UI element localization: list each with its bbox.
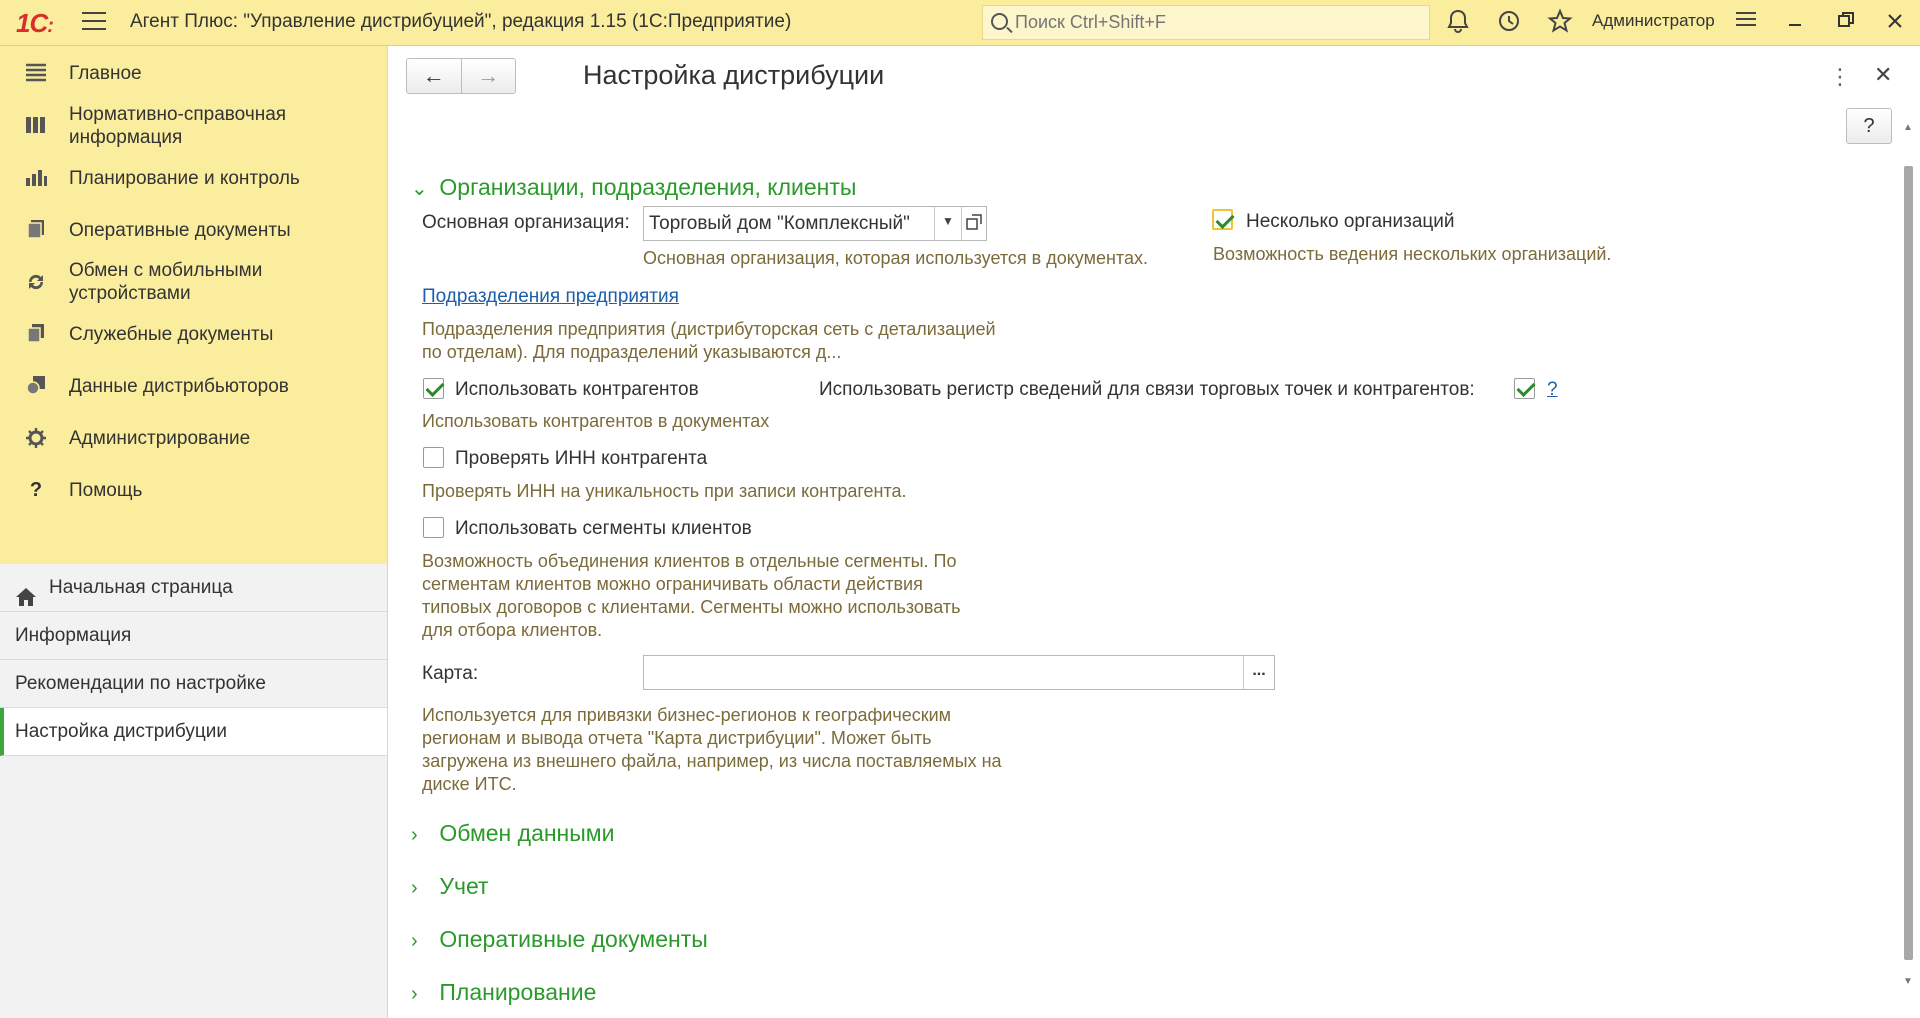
open-window-label: Начальная страница	[49, 577, 233, 598]
chevron-right-icon: ›	[411, 983, 418, 1005]
open-windows-panel	[0, 564, 387, 1018]
section-label: Оперативные документы	[69, 219, 291, 241]
star-icon[interactable]	[1545, 8, 1575, 38]
main-org-field[interactable]	[643, 206, 987, 241]
open-window-distribution-settings[interactable]	[0, 708, 387, 756]
register-help-link[interactable]: ?	[1547, 379, 1558, 400]
distributor-data-icon	[24, 375, 48, 397]
main-menu-icon[interactable]	[82, 12, 106, 32]
subdivisions-hint: Подразделения предприятия (дистрибуторская сеть с детализацией по отделам). Для подразделений указываются д...	[422, 319, 996, 362]
forward-arrow-icon[interactable]: →	[461, 59, 516, 93]
open-window-recommendations[interactable]	[0, 660, 387, 708]
more-actions-icon[interactable]: ⋮	[1829, 64, 1851, 89]
use-counterparties-label: Использовать контрагентов	[455, 379, 699, 400]
question-icon: ?	[29, 479, 43, 501]
section-reference-info[interactable]	[0, 100, 387, 152]
scroll-up-arrow[interactable]: ▲	[1903, 122, 1913, 133]
section-service-docs[interactable]	[0, 308, 387, 360]
restore-icon[interactable]	[1831, 8, 1861, 38]
section-distributor-data[interactable]	[0, 360, 387, 412]
group-planning-header[interactable]	[411, 979, 596, 1006]
settings-menu-icon[interactable]	[1731, 8, 1761, 38]
subdivisions-link[interactable]: Подразделения предприятия	[422, 286, 679, 307]
scroll-down-arrow[interactable]: ▼	[1903, 976, 1913, 987]
field-divider	[961, 207, 962, 240]
check-inn-label: Проверять ИНН контрагента	[455, 448, 708, 469]
multi-org-label: Несколько организаций	[1246, 211, 1455, 232]
section-label: Помощь	[69, 479, 143, 501]
group-title: Оперативные документы	[439, 926, 708, 952]
map-label: Карта:	[422, 663, 479, 684]
map-select-button[interactable]: ...	[1252, 662, 1266, 679]
title-bar	[0, 0, 1920, 46]
multi-org-hint: Возможность ведения нескольких организаций.	[1213, 244, 1612, 264]
close-form-icon[interactable]: ✕	[1874, 62, 1893, 87]
open-window-label: Рекомендации по настройке	[15, 673, 266, 694]
open-window-label: Настройка дистрибуции	[15, 721, 227, 742]
chevron-right-icon: ›	[411, 877, 418, 899]
books-icon	[24, 115, 48, 137]
group-title: Планирование	[439, 979, 597, 1005]
open-window-information[interactable]	[0, 612, 387, 660]
chevron-right-icon: ›	[411, 824, 418, 846]
service-docs-icon	[24, 323, 48, 345]
main-org-label: Основная организация:	[422, 212, 630, 233]
group-title: Обмен данными	[439, 820, 615, 846]
main-org-hint: Основная организация, которая используется в документах.	[643, 248, 1148, 268]
sidebar	[0, 46, 388, 1018]
map-hint: Используется для привязки бизнес-регионов к географическим регионам и вывода отчета "Карта дистрибуции". Может быть загружена из внешнего файла, например, из числа поставляемых на диске ИТС.	[422, 705, 1002, 794]
group-title: Учет	[439, 873, 489, 899]
section-label: Главное	[69, 62, 142, 84]
section-main[interactable]	[0, 46, 387, 100]
navigation-buttons	[406, 58, 516, 94]
section-administration[interactable]	[0, 412, 387, 464]
minimize-icon[interactable]	[1780, 8, 1810, 38]
sections-panel	[0, 46, 387, 564]
scrollbar[interactable]	[1904, 166, 1913, 960]
form-area	[389, 46, 1920, 1018]
segments-label: Использовать сегменты клиентов	[455, 518, 752, 539]
check-inn-checkbox[interactable]	[423, 447, 444, 468]
group-accounting-header[interactable]	[411, 873, 489, 900]
documents-icon	[24, 219, 48, 241]
app-title: Агент Плюс: "Управление дистрибуцией", редакция 1.15 (1С:Предприятие)	[130, 11, 792, 32]
section-planning[interactable]	[0, 152, 387, 204]
segments-hint: Возможность объединения клиентов в отдельные сегменты. По сегментам клиентов можно ограничивать области действия типовых договоров с клиентами. Сегменты можно использовать для отбора клиентов.	[422, 551, 961, 640]
field-divider	[934, 207, 935, 240]
dropdown-arrow-icon[interactable]: ▼	[942, 214, 954, 228]
section-label: Нормативно-справочная информация	[69, 104, 287, 148]
section-label: Служебные документы	[69, 323, 274, 345]
sync-icon	[24, 271, 48, 293]
group-operative-docs-header[interactable]	[411, 926, 708, 953]
home-icon	[15, 578, 37, 598]
check-inn-hint: Проверять ИНН на уникальность при записи контрагента.	[422, 481, 907, 501]
open-icon[interactable]	[966, 214, 982, 235]
use-counterparties-hint: Использовать контрагентов в документах	[422, 411, 770, 431]
open-window-label: Информация	[15, 625, 132, 646]
search-icon	[991, 13, 1008, 30]
chevron-down-icon: ⌄	[411, 178, 428, 200]
group-organizations-header[interactable]	[411, 174, 856, 201]
main-org-value: Торговый дом "Комплексный"	[649, 213, 910, 234]
segments-checkbox[interactable]	[423, 517, 444, 538]
search-input[interactable]	[1015, 10, 1415, 35]
bar-chart-icon	[24, 167, 48, 189]
section-label: Администрирование	[69, 427, 251, 449]
group-data-exchange-header[interactable]	[411, 820, 614, 847]
close-app-icon[interactable]	[1880, 8, 1910, 38]
history-icon[interactable]	[1494, 8, 1524, 38]
chevron-right-icon: ›	[411, 930, 418, 952]
section-operative-docs[interactable]	[0, 204, 387, 256]
section-mobile-exchange[interactable]	[0, 256, 387, 308]
map-field[interactable]	[643, 655, 1275, 690]
user-name[interactable]: Администратор	[1592, 11, 1715, 30]
bell-icon[interactable]	[1443, 8, 1473, 38]
section-label: Обмен с мобильными устройствами	[69, 260, 263, 304]
register-label: Использовать регистр сведений для связи торговых точек и контрагентов:	[819, 379, 1475, 400]
1c-logo[interactable]: 1С:	[16, 8, 53, 38]
list-icon	[24, 62, 48, 84]
section-label: Планирование и контроль	[69, 167, 300, 189]
use-counterparties-checkbox[interactable]	[423, 378, 444, 399]
search-box[interactable]	[982, 5, 1430, 40]
form-title: Настройка дистрибуции	[583, 60, 885, 90]
section-help[interactable]	[0, 464, 387, 516]
gear-icon	[24, 427, 48, 449]
help-button[interactable]: ?	[1846, 108, 1892, 144]
group-title: Организации, подразделения, клиенты	[439, 174, 857, 200]
open-window-home[interactable]	[0, 564, 387, 612]
section-label: Данные дистрибьюторов	[69, 375, 289, 397]
register-checkbox[interactable]	[1514, 378, 1535, 399]
back-arrow-icon[interactable]: ←	[422, 63, 445, 88]
multi-org-checkbox[interactable]	[1212, 209, 1233, 230]
